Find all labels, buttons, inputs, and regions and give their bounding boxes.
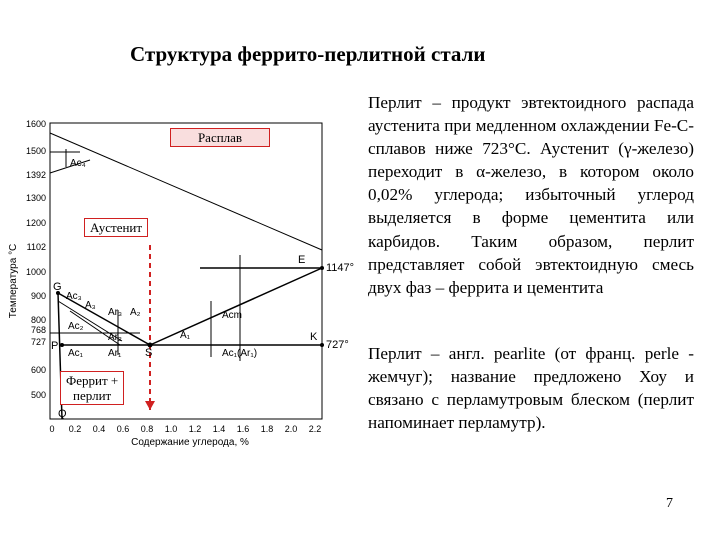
pearlite-etymology-text: Перлит – англ. pearlite (от франц. perle - жемчуг); название предложено Хоу и связано с перламутровым блеском (перлит напоминает перламутр).: [368, 344, 694, 433]
x-tick: 0.4: [92, 424, 106, 434]
y-tick: 727: [30, 337, 46, 347]
y-tick: 1600: [25, 119, 46, 129]
point-k-dot: [320, 343, 324, 347]
y-tick: 1300: [25, 193, 46, 203]
es-line: [150, 268, 322, 345]
line-ac2-label: Ac₂: [68, 321, 84, 332]
austenite-region-label: Аустенит: [84, 218, 148, 237]
red-arrow-icon: [145, 401, 155, 410]
x-axis-label: Содержание углерода, %: [131, 437, 249, 448]
melt-region-label: Расплав: [170, 128, 270, 147]
x-tick: 1.8: [260, 424, 274, 434]
point-g: G: [53, 281, 62, 293]
page-number: 7: [666, 496, 673, 511]
point-k: K: [310, 331, 318, 343]
x-tick: 0.2: [68, 424, 82, 434]
x-tick: 1.2: [188, 424, 202, 434]
x-tick: 0.8: [140, 424, 154, 434]
x-tick: 0.6: [116, 424, 130, 434]
line-ac1ar1-label: Ac₁(Ar₁): [222, 348, 258, 359]
point-s: S: [145, 347, 153, 359]
line-a2-label: A₂: [130, 307, 141, 318]
line-ac1-label: Ac₁: [68, 348, 84, 359]
y-tick: 900: [30, 291, 46, 301]
line-ar1-label: Ar₁: [108, 348, 122, 359]
line-acm-label: Acm: [222, 310, 242, 321]
ferrite-pearlite-region-label: Феррит + перлит: [60, 371, 124, 405]
y-tick: 1500: [25, 146, 46, 156]
y-tick: 1102: [26, 242, 46, 252]
x-tick: 1.4: [212, 424, 226, 434]
y-tick: 800: [30, 315, 46, 325]
line-ar2-label: Ar₂: [108, 332, 122, 343]
x-tick: 1.6: [236, 424, 250, 434]
x-tick: 2.0: [284, 424, 298, 434]
point-p: P: [51, 340, 59, 352]
slide-title: Структура феррито-перлитной стали: [130, 42, 486, 66]
line-ac3-label: Ac₃: [66, 291, 82, 302]
point-p-dot: [60, 343, 64, 347]
line-a1-label: A₁: [180, 330, 191, 341]
line-ac4-label: Ac₄: [70, 158, 86, 169]
x-tick: 1.0: [164, 424, 178, 434]
line-ar3-label: Ar₃: [108, 307, 123, 318]
y-tick: 500: [30, 390, 46, 400]
y-tick: 768: [30, 325, 46, 335]
iron-carbon-diagram: [0, 105, 360, 455]
line-a3-label: A₃: [85, 300, 96, 311]
y-tick: 1200: [25, 218, 46, 228]
x-tick: 0: [49, 424, 55, 434]
x-tick: 2.2: [308, 424, 322, 434]
temp-1147: 1147°: [326, 262, 355, 274]
y-tick: 1000: [25, 267, 46, 277]
y-axis-label: Температура °С: [8, 243, 19, 319]
point-q: Q: [58, 408, 67, 420]
y-tick: 600: [30, 365, 46, 375]
point-e-dot: [320, 266, 324, 270]
temp-727: 727°: [326, 339, 349, 351]
y-tick: 1392: [25, 170, 46, 180]
point-e: E: [298, 254, 306, 266]
pearlite-definition-text: Перлит – продукт эвтектоидного распада аустенита при медленном охлаждении Fe-C-сплавов ниже 723°С. Аустенит (γ-железо) переходит в α-железо, в котором около 0,02% углерода; избыточный углерод выделяется в форме цементита или карбидов. Таким образом, перлит представляет собой эвтектоидную смесь двух фаз – феррита и цементита: [368, 93, 694, 297]
